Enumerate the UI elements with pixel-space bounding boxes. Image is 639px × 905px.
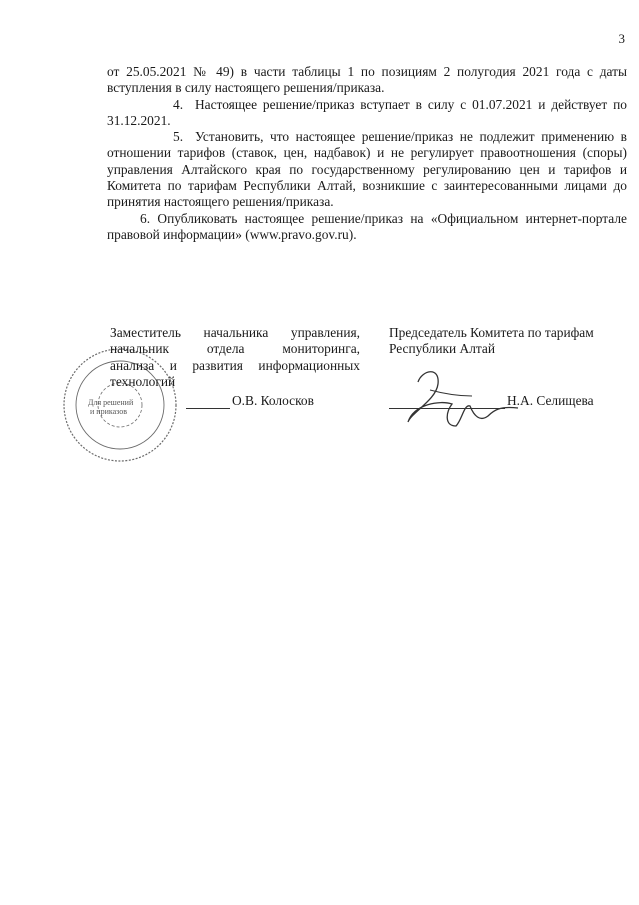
paragraph-item-6: 6. Опубликовать настоящее решение/приказ на «Официальном интернет-портале правовой информации» (www.pravo.gov.ru). (107, 210, 627, 242)
item-number: 5. (173, 129, 184, 145)
paragraph-item-4 (107, 97, 627, 130)
signatory-position-line: начальник отдела мониторинга, (110, 341, 360, 357)
paragraph-item-5 (107, 129, 627, 210)
signatory-position-line: анализа и развития информационных (110, 357, 360, 373)
signatory-position-line: Заместитель начальника управления, (110, 325, 360, 340)
svg-text:Для решений: Для решений (88, 398, 134, 407)
signatory-name-right: Н.А. Селищева (507, 393, 594, 408)
paragraph-text: Настоящее решение/приказ вступает в силу с 01.07.2021 и действует по 31.12.2021. (107, 96, 627, 128)
signatory-position-line: Председатель Комитета по тарифам (389, 325, 594, 340)
signature-line-left (186, 408, 230, 409)
signatory-position-line: Республики Алтай (389, 341, 496, 357)
signatory-name-left: О.В. Колосков (232, 393, 314, 408)
page-number: 3 (618, 31, 625, 46)
paragraph-text: Установить, что настоящее решение/приказ не подлежит применению в отношении тарифов (ставок, цен, надбавок) и не регулирует правоотношения (споры) управления Алтайского края по государственному регулированию цен и тарифов и Комитета по тарифам Республики Алтай, возникшие с заинтересованными лицами до принятия настоящего решения/приказа. (107, 129, 627, 210)
item-number: 4. (173, 96, 184, 112)
left-signatory (110, 325, 360, 390)
document-body (107, 64, 627, 243)
svg-text:и приказов: и приказов (90, 407, 128, 416)
signature-block (0, 325, 639, 485)
handwritten-signature (400, 360, 520, 435)
signatory-position-line: технологий (110, 373, 176, 389)
signature-line-right (389, 408, 505, 409)
paragraph-continuation: от 25.05.2021 № 49) в части таблицы 1 по позициям 2 полугодия 2021 года с даты вступления в силу настоящего решения/приказа. (107, 64, 627, 96)
right-signatory (389, 325, 629, 358)
